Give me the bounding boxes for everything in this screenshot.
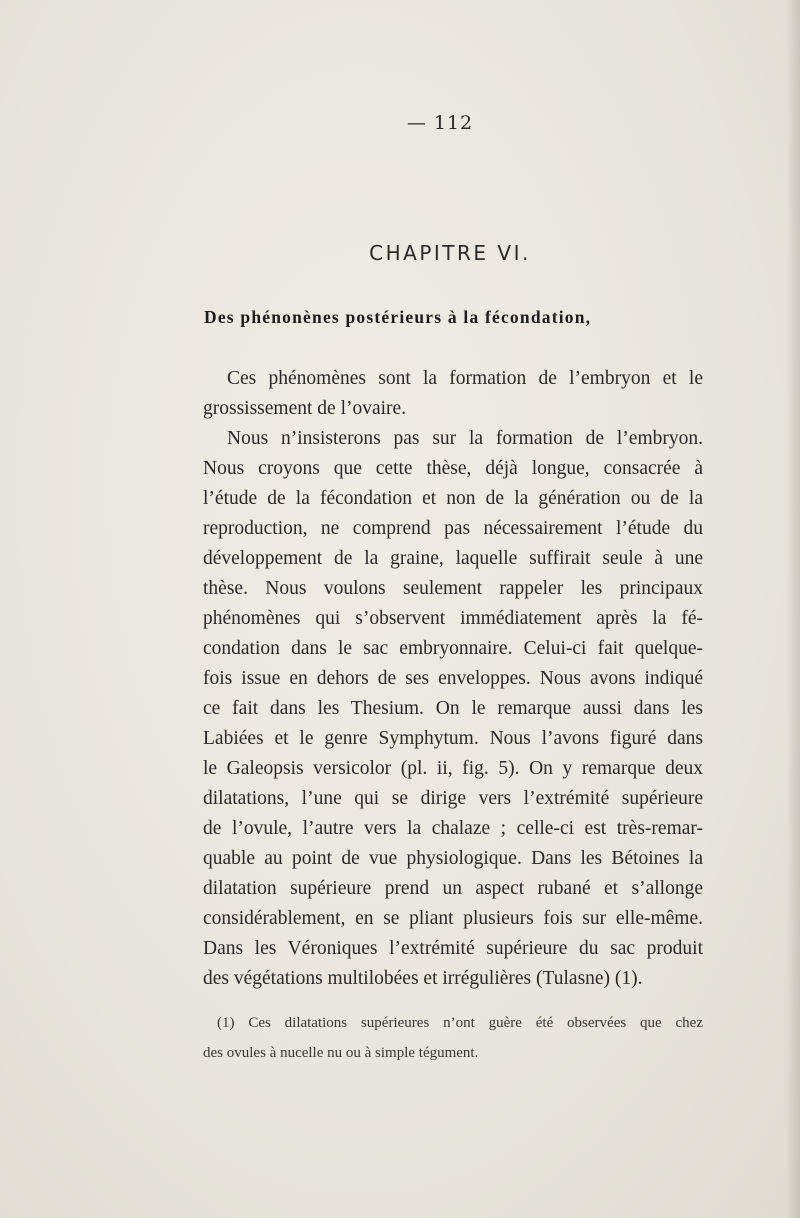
footnote-line: des ovules à nucelle nu ou à simple tégument.: [203, 1045, 479, 1061]
text-line: l’étude de la fécondation et non de la génération ou de la: [203, 488, 703, 509]
footnote: [203, 1012, 703, 1072]
page-number: — 112: [406, 112, 474, 134]
text-line: dilatations, l’une qui se dirige vers l’extrémité supérieure: [203, 788, 703, 809]
text-line: Labiées et le genre Symphytum. Nous l’avons figuré dans: [203, 728, 703, 749]
text-line: des végétations multilobées et irrégulières (Tulasne) (1).: [203, 968, 643, 989]
text-line: Nous croyons que cette thèse, déjà longue, consacrée à: [203, 458, 703, 479]
footnote-line: (1) Ces dilatations supérieures n’ont guère été observées que chez: [217, 1015, 703, 1031]
text-line: Dans les Véroniques l’extrémité supérieure du sac produit: [203, 938, 703, 959]
body-text: [203, 364, 703, 994]
text-line: ce fait dans les Thesium. On le remarque aussi dans les: [203, 698, 703, 719]
text-line: reproduction, ne comprend pas nécessairement l’étude du: [203, 518, 703, 539]
text-line: Nous n’insisterons pas sur la formation de l’embryon.: [227, 428, 703, 449]
text-line: considérablement, en se pliant plusieurs fois sur elle-même.: [203, 908, 703, 929]
chapter-title: CHAPITRE VI.: [369, 241, 531, 265]
text-line: quable au point de vue physiologique. Dans les Bétoines la: [203, 848, 703, 869]
text-line: condation dans le sac embryonnaire. Celui-ci fait quelque-: [203, 638, 703, 659]
text-line: dilatation supérieure prend un aspect rubané et s’allonge: [203, 878, 703, 899]
text-line: thèse. Nous voulons seulement rappeler les principaux: [203, 578, 703, 599]
text-line: Ces phénomènes sont la formation de l’embryon et le: [227, 368, 703, 389]
text-line: phénomènes qui s’observent immédiatement après la fé-: [203, 608, 703, 629]
text-line: de l’ovule, l’autre vers la chalaze ; celle-ci est très-remar-: [203, 818, 703, 839]
text-line: fois issue en dehors de ses enveloppes. Nous avons indiqué: [203, 668, 703, 689]
text-line: grossissement de l’ovaire.: [203, 398, 407, 419]
text-line: développement de la graine, laquelle suffirait seule à une: [203, 548, 703, 569]
section-title: Des phénonènes postérieurs à la fécondation,: [204, 307, 592, 327]
text-line: le Galeopsis versicolor (pl. ii, fig. 5). On y remarque deux: [203, 758, 703, 779]
